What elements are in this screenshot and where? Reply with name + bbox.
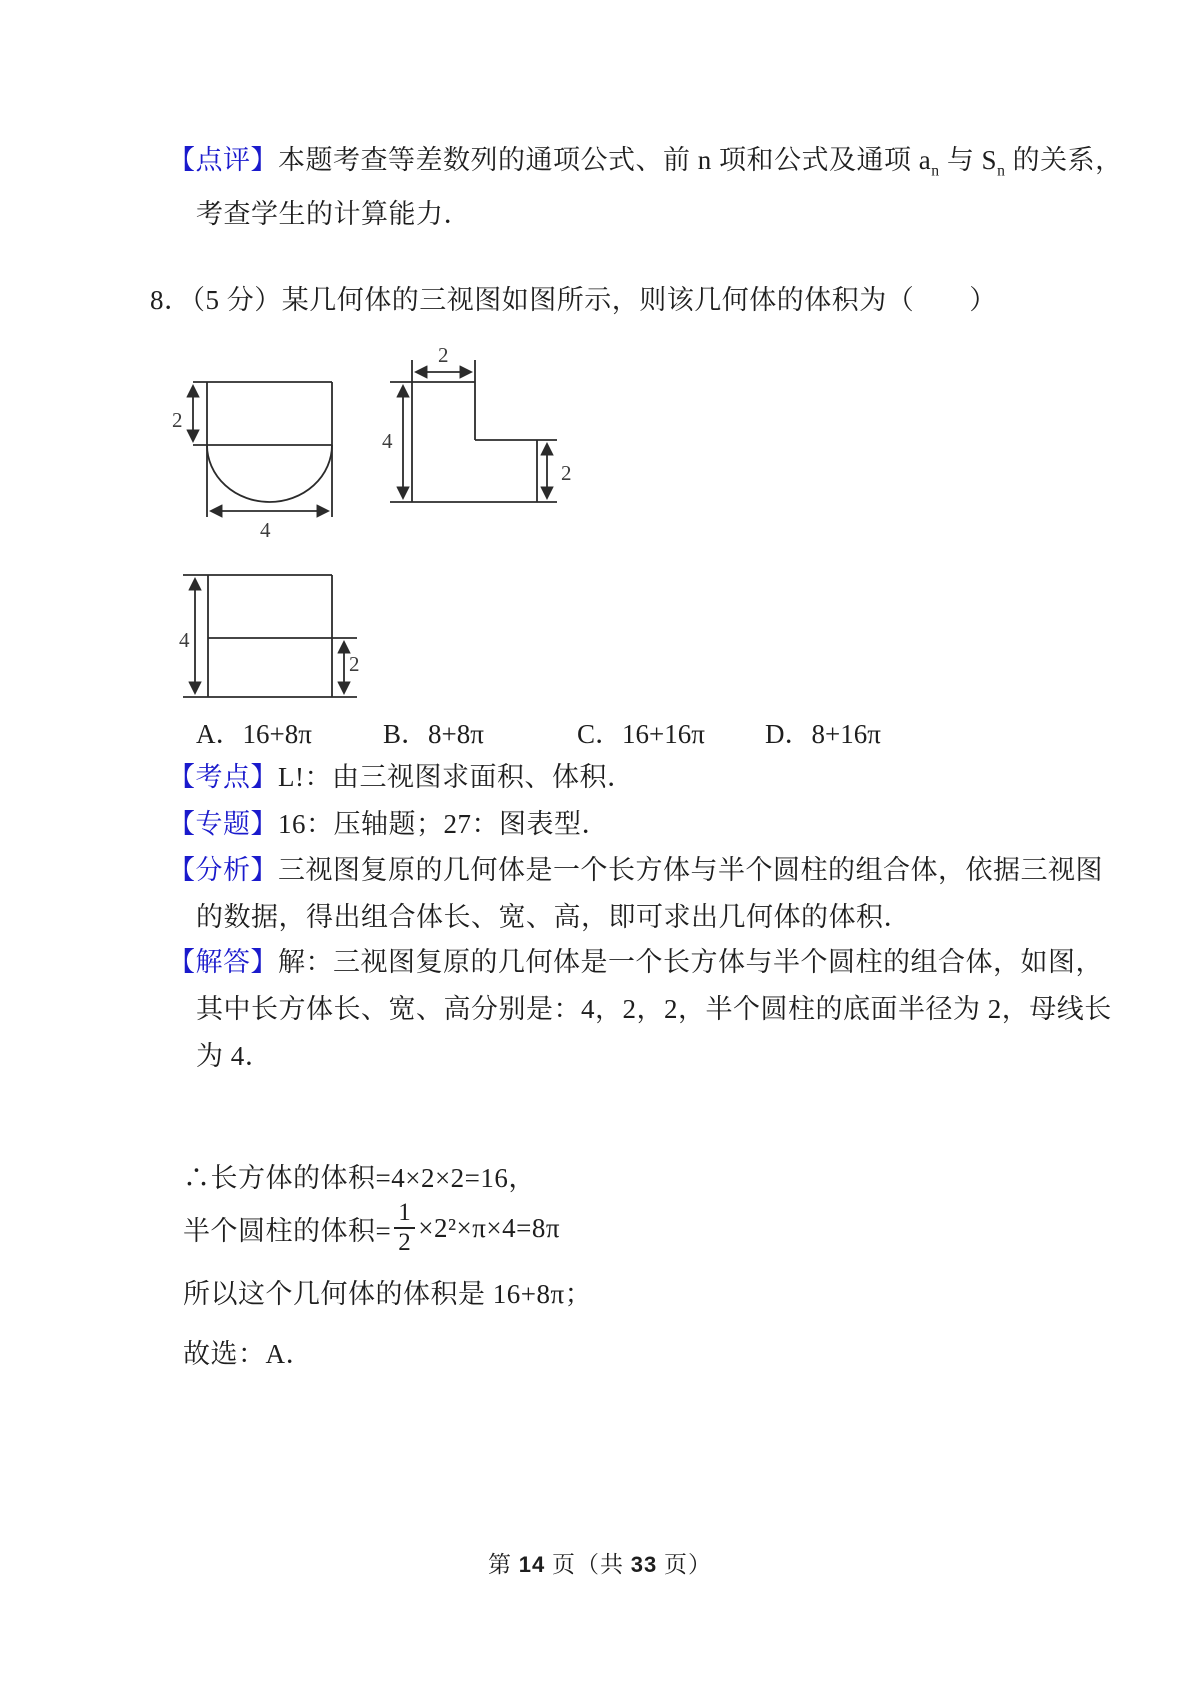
conclusion-line: 故选：A．: [183, 1339, 313, 1369]
calc-halfcylinder-volume: [183, 1190, 560, 1266]
side-view-figure: [368, 318, 583, 513]
option-d: [765, 712, 881, 751]
page-footer: [0, 1546, 1200, 1579]
option-b: [383, 712, 484, 751]
option-b-letter: B．: [383, 719, 429, 749]
dim-label-left: 4: [382, 429, 393, 453]
calc-total-volume: 所以这个几何体的体积是 16+8π；: [183, 1279, 593, 1309]
option-c-letter: C．: [577, 719, 623, 749]
answer-line-2: 其中长方体长、宽、高分别是：4，2，2，半个圆柱的底面半径为 2，母线长: [196, 994, 1112, 1024]
dim-label-right: 2: [561, 461, 572, 485]
question-line: [150, 278, 997, 317]
option-b-value: 8+8π: [428, 719, 484, 749]
analysis-text-1: 三视图复原的几何体是一个长方体与半个圆柱的组合体，依据三视图: [278, 855, 1103, 885]
option-a: [196, 712, 312, 751]
knowledge-point-label: 【考点】: [168, 762, 278, 792]
topic-label: 【专题】: [168, 809, 278, 839]
review-label: 【点评】: [168, 145, 278, 175]
footer-seg3: 页）: [657, 1552, 712, 1577]
semicircle-arc: [207, 445, 332, 502]
review-text-1c: 的关系，: [1005, 145, 1123, 175]
option-a-value: 16+8π: [242, 719, 312, 749]
dim-label-bottom: 4: [260, 518, 271, 542]
answer-label: 【解答】: [168, 947, 278, 977]
front-view-figure: [160, 335, 350, 545]
footer-seg1: 第: [488, 1552, 519, 1577]
review-line-1: [168, 138, 1123, 180]
footer-seg2: 页（共: [545, 1552, 631, 1577]
subscript-n-2: n: [997, 162, 1006, 180]
option-d-value: 8+16π: [811, 719, 881, 749]
dim-label-top: 2: [438, 343, 449, 367]
review-text-1a: 本题考查等差数列的通项公式、前 n 项和公式及通项 a: [278, 145, 932, 175]
option-d-letter: D．: [765, 719, 812, 749]
dim-label-right: 2: [349, 652, 360, 676]
option-a-letter: A．: [196, 719, 243, 749]
fraction-one-half: [394, 1200, 415, 1257]
topic-line: [168, 802, 609, 841]
fraction-numerator: 1: [394, 1200, 415, 1229]
fraction-denominator: 2: [398, 1229, 412, 1256]
dim-label-left: 4: [179, 628, 190, 652]
review-text-1b: 与 S: [939, 145, 998, 175]
topic-text: 16：压轴题；27：图表型．: [278, 809, 609, 839]
top-view-figure: [168, 558, 378, 713]
question-text: （5 分）某几何体的三视图如图所示，则该几何体的体积为（ ）: [191, 285, 997, 315]
review-line-2: 考查学生的计算能力．: [196, 199, 471, 229]
options-row: [0, 712, 1200, 752]
analysis-line-2: 的数据，得出组合体长、宽、高，即可求出几何体的体积．: [196, 902, 911, 932]
answer-line-3: 为 4．: [196, 1041, 273, 1071]
footer-total-pages: 33: [630, 1552, 658, 1577]
calc-halfcylinder-pre: 半个圆柱的体积=: [183, 1215, 392, 1246]
question-number: 8．: [150, 285, 192, 315]
analysis-line-1: [168, 848, 1103, 887]
knowledge-point-text: L!：由三视图求面积、体积．: [278, 762, 635, 792]
footer-page-number: 14: [518, 1552, 546, 1577]
answer-line-1: [168, 940, 1103, 979]
option-c: [577, 712, 705, 751]
answer-text-1: 解：三视图复原的几何体是一个长方体与半个圆柱的组合体，如图，: [278, 947, 1103, 977]
calc-halfcylinder-post: ×2²×π×4=8π: [418, 1212, 561, 1243]
analysis-label: 【分析】: [168, 855, 278, 885]
option-c-value: 16+16π: [622, 719, 705, 749]
knowledge-point-line: [168, 755, 634, 794]
calc-cuboid-volume: ∴长方体的体积=4×2×2=16，: [183, 1163, 536, 1193]
subscript-n-1: n: [931, 162, 940, 180]
dim-label-left: 2: [172, 408, 183, 432]
